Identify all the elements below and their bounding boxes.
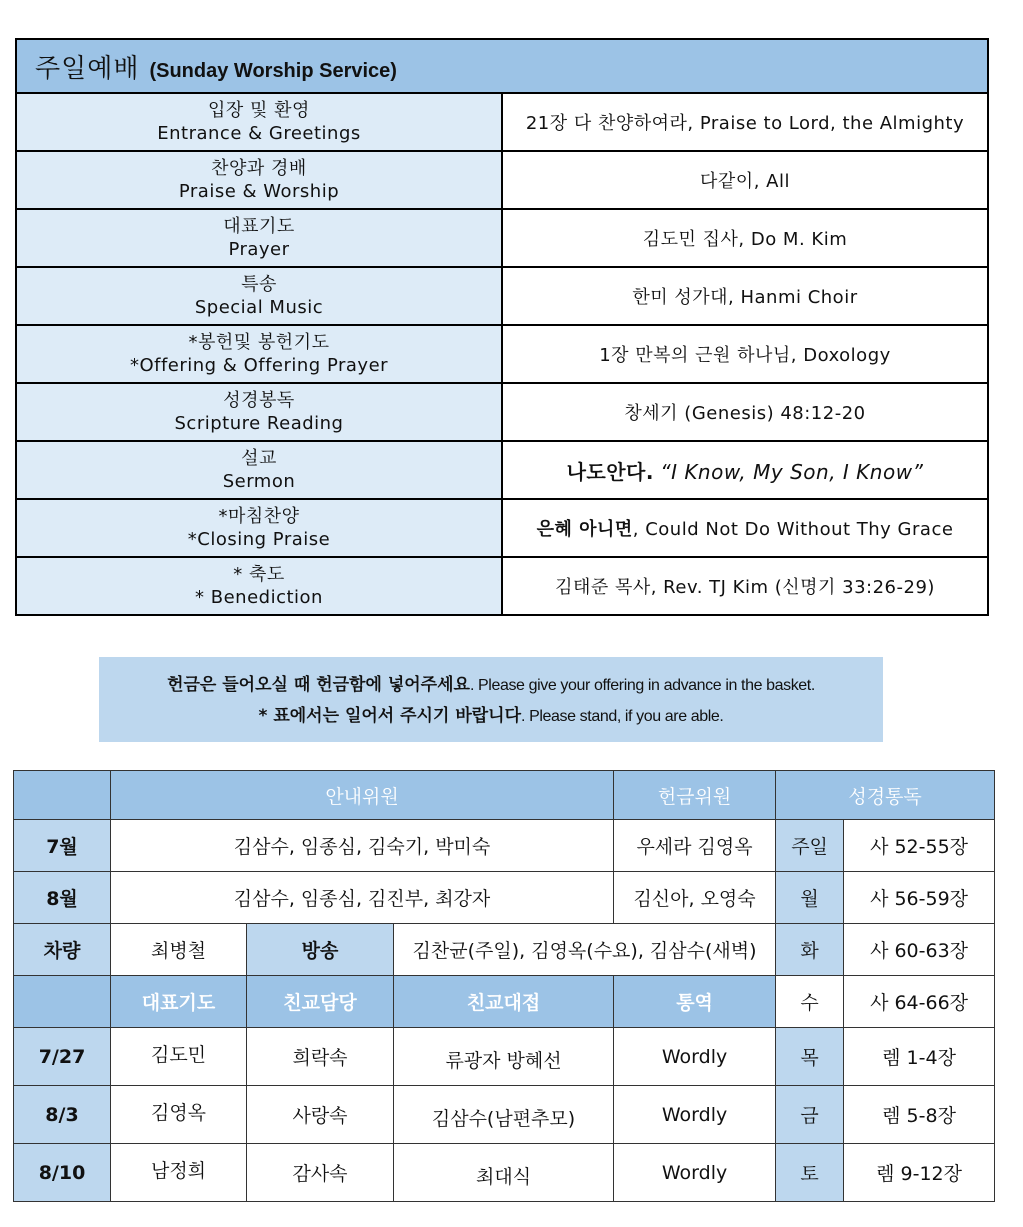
- sermon-title-ko: 나도안다.: [566, 459, 654, 484]
- worship-label: [16, 151, 502, 209]
- fellowship-host-name: 류광자 방혜선: [394, 1028, 614, 1086]
- ushers-names: 김삼수, 임종심, 김진부, 최강자: [111, 872, 614, 924]
- closing-hymn-en: , Could Not Do Without Thy Grace: [632, 519, 954, 540]
- sub-corner-cell: [14, 976, 111, 1028]
- label-ko: 찬양과 경배: [211, 158, 307, 179]
- offering-notice: [99, 657, 883, 742]
- worship-order-table: [15, 38, 989, 616]
- fellowship-lead-name: 감사속: [247, 1144, 394, 1202]
- label-ko: * 축도: [233, 564, 285, 585]
- worship-header: [16, 39, 988, 93]
- sub-header-row: [14, 976, 995, 1028]
- worship-row-entrance: [16, 93, 988, 151]
- reading-day: 수: [776, 976, 844, 1028]
- notice-en: . Please give your offering in advance in the basket.: [469, 677, 815, 694]
- worship-value: 다같이, All: [502, 151, 988, 209]
- worship-label: [16, 93, 502, 151]
- label-en: Prayer: [228, 239, 290, 260]
- vehicle-broadcast-row: [14, 924, 995, 976]
- label-en: *Closing Praise: [187, 529, 331, 550]
- reading-passage: 사 64-66장: [844, 976, 995, 1028]
- reading-passage: 사 52-55장: [844, 820, 995, 872]
- closing-hymn-ko: 은혜 아니면: [536, 519, 633, 540]
- label-ko: *마침찬양: [218, 506, 300, 527]
- prayer-header: 대표기도: [111, 976, 247, 1028]
- label-en: *Offering & Offering Prayer: [129, 355, 389, 376]
- corner-cell: [14, 771, 111, 820]
- offering-names: 우세라 김영옥: [614, 820, 776, 872]
- worship-label: [16, 383, 502, 441]
- label-en: Sermon: [222, 471, 296, 492]
- duty-roster-table: [13, 770, 995, 1202]
- date-label: 8/3: [14, 1086, 111, 1144]
- date-label: 7/27: [14, 1028, 111, 1086]
- ushers-names: 김삼수, 임종심, 김숙기, 박미숙: [111, 820, 614, 872]
- worship-label: [16, 325, 502, 383]
- worship-value: [502, 499, 988, 557]
- worship-value: 김도민 집사, Do M. Kim: [502, 209, 988, 267]
- notice-ko: 헌금은 들어오실 때 헌금함에 넣어주세요: [167, 675, 470, 695]
- reading-passage: 렘 9-12장: [844, 1144, 995, 1202]
- date-row: [14, 1086, 995, 1144]
- worship-row-sermon: [16, 441, 988, 499]
- worship-title-en: (Sunday Worship Service): [149, 59, 397, 82]
- sermon-title-en: “I Know, My Son, I Know”: [660, 459, 924, 484]
- date-label: 8/10: [14, 1144, 111, 1202]
- reading-passage: 사 56-59장: [844, 872, 995, 924]
- notice-en: . Please stand, if you are able.: [521, 708, 724, 725]
- reading-day: 화: [776, 924, 844, 976]
- label-ko: 특송: [241, 274, 277, 295]
- label-ko: 입장 및 환영: [208, 100, 310, 121]
- prayer-name: 김도민: [111, 1028, 247, 1086]
- worship-value: 김태준 목사, Rev. TJ Kim (신명기 33:26-29): [502, 557, 988, 615]
- worship-row-scripture: [16, 383, 988, 441]
- label-en: Entrance & Greetings: [157, 123, 361, 144]
- worship-value: 1장 만복의 근원 하나님, Doxology: [502, 325, 988, 383]
- offering-names: 김신아, 오영숙: [614, 872, 776, 924]
- worship-value: 21장 다 찬양하여라, Praise to Lord, the Almighty: [502, 93, 988, 151]
- worship-row-benediction: [16, 557, 988, 615]
- interpretation-name: Wordly: [614, 1028, 776, 1086]
- label-en: Special Music: [194, 297, 324, 318]
- fellowship-lead-name: 희락속: [247, 1028, 394, 1086]
- worship-label: [16, 441, 502, 499]
- worship-title-ko: 주일예배: [35, 53, 140, 84]
- worship-value: [502, 441, 988, 499]
- notice-ko: * 표에서는 일어서 주시기 바랍니다: [258, 706, 522, 726]
- worship-row-prayer: [16, 209, 988, 267]
- month-label: 8월: [14, 872, 111, 924]
- month-row: [14, 820, 995, 872]
- worship-value: 한미 성가대, Hanmi Choir: [502, 267, 988, 325]
- worship-label: [16, 267, 502, 325]
- date-row: [14, 1028, 995, 1086]
- worship-row-special-music: [16, 267, 988, 325]
- reading-day: 주일: [776, 820, 844, 872]
- worship-value: 창세기 (Genesis) 48:12-20: [502, 383, 988, 441]
- prayer-name: 김영옥: [111, 1086, 247, 1144]
- notice-line-offering: [99, 670, 883, 701]
- fellowship-lead-name: 사랑속: [247, 1086, 394, 1144]
- worship-row-offering: [16, 325, 988, 383]
- label-en: Scripture Reading: [174, 413, 344, 434]
- label-ko: *봉헌및 봉헌기도: [188, 332, 330, 353]
- bible-reading-header: 성경통독: [776, 771, 995, 820]
- interpretation-name: Wordly: [614, 1144, 776, 1202]
- notice-line-stand: [99, 701, 883, 732]
- reading-day: 목: [776, 1028, 844, 1086]
- fellowship-lead-header: 친교담당: [247, 976, 394, 1028]
- interpretation-header: 통역: [614, 976, 776, 1028]
- ushers-header: 안내위원: [111, 771, 614, 820]
- reading-day: 금: [776, 1086, 844, 1144]
- label-en: Praise & Worship: [178, 181, 340, 202]
- broadcast-label: 방송: [247, 924, 394, 976]
- interpretation-name: Wordly: [614, 1086, 776, 1144]
- label-ko: 설교: [241, 448, 277, 469]
- month-label: 7월: [14, 820, 111, 872]
- vehicle-label: 차량: [14, 924, 111, 976]
- month-row: [14, 872, 995, 924]
- fellowship-host-name: 최대식: [394, 1144, 614, 1202]
- vehicle-value: 최병철: [111, 924, 247, 976]
- label-ko: 대표기도: [223, 216, 295, 237]
- broadcast-value: 김찬균(주일), 김영옥(수요), 김삼수(새벽): [394, 924, 776, 976]
- date-row: [14, 1144, 995, 1202]
- reading-passage: 사 60-63장: [844, 924, 995, 976]
- label-ko: 성경봉독: [223, 390, 295, 411]
- reading-passage: 렘 5-8장: [844, 1086, 995, 1144]
- duty-header-row: [14, 771, 995, 820]
- worship-label: [16, 499, 502, 557]
- fellowship-host-name: 김삼수(남편추모): [394, 1086, 614, 1144]
- worship-label: [16, 209, 502, 267]
- reading-day: 토: [776, 1144, 844, 1202]
- fellowship-host-header: 친교대접: [394, 976, 614, 1028]
- reading-passage: 렘 1-4장: [844, 1028, 995, 1086]
- worship-row-praise: [16, 151, 988, 209]
- worship-label: [16, 557, 502, 615]
- label-en: * Benediction: [195, 587, 323, 608]
- reading-day: 월: [776, 872, 844, 924]
- offering-header: 헌금위원: [614, 771, 776, 820]
- prayer-name: 남정희: [111, 1144, 247, 1202]
- worship-row-closing: [16, 499, 988, 557]
